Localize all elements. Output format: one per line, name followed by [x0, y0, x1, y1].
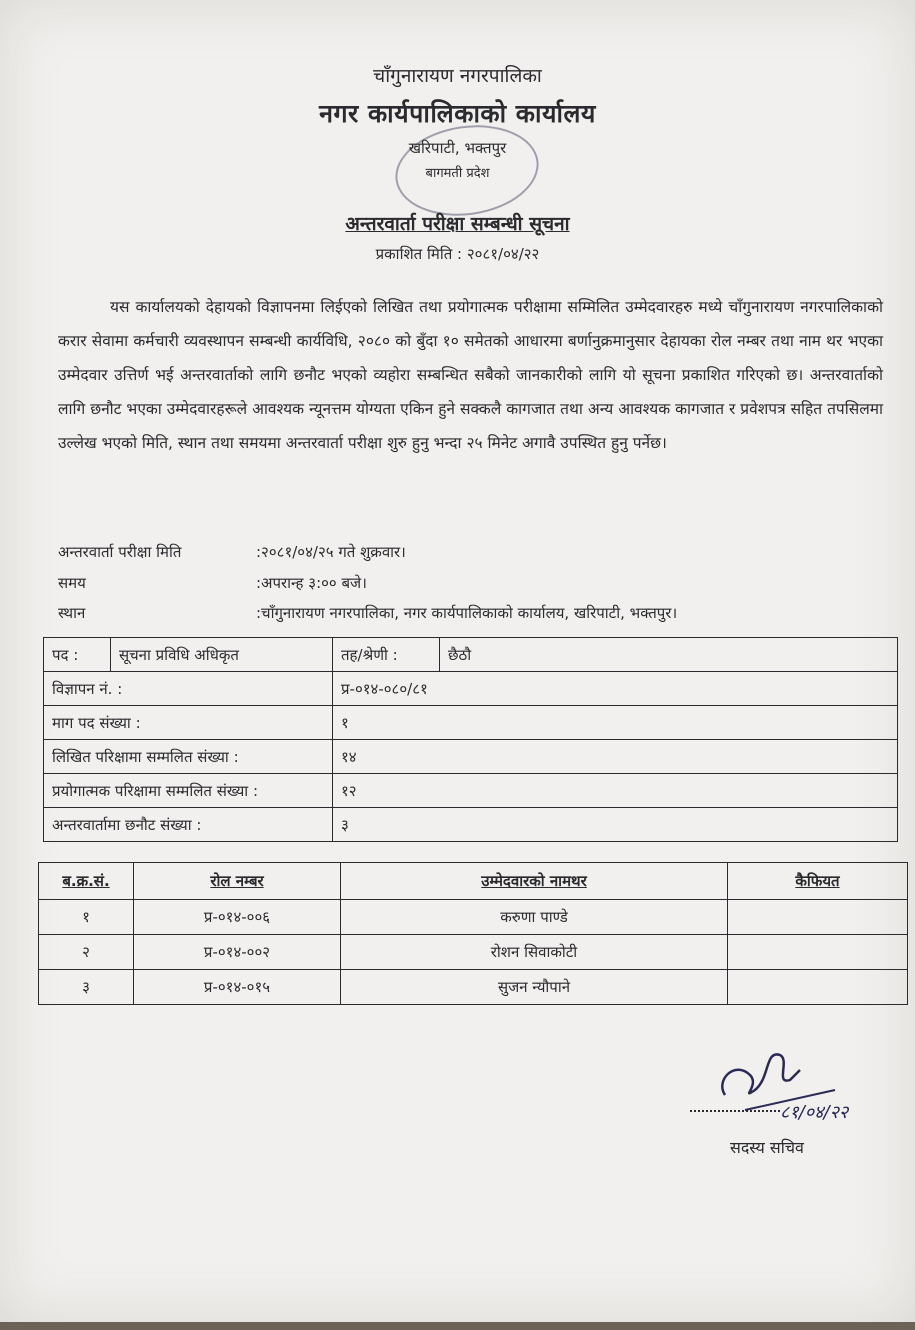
table-row	[39, 935, 908, 970]
cell-remarks	[728, 900, 908, 935]
table-row	[44, 808, 898, 842]
level-value: छैठौ	[440, 638, 898, 672]
cell-serial: १	[39, 900, 134, 935]
table-row	[44, 774, 898, 808]
table-row	[39, 900, 908, 935]
row-label: विज्ञापन नं. :	[44, 672, 333, 706]
table-row	[44, 672, 898, 706]
row-value: प्र-०१४-०८०/८१	[333, 672, 898, 706]
province-name: बागमती प्रदेश	[425, 166, 490, 181]
level-label: तह/श्रेणी :	[333, 638, 440, 672]
table-row	[44, 638, 898, 672]
row-label: माग पद संख्या :	[44, 706, 333, 740]
cell-roll: प्र-०१४-००२	[134, 935, 341, 970]
row-value: १४	[333, 740, 898, 774]
cell-remarks	[728, 935, 908, 970]
row-value: ३	[333, 808, 898, 842]
interview-time-label: समय	[58, 574, 86, 592]
table-row	[44, 706, 898, 740]
interview-venue-value: :चाँगुनारायण नगरपालिका, नगर कार्यपालिकाको कार्यालय, खरिपाटी, भक्तपुर।	[256, 604, 678, 622]
cell-serial: ३	[39, 970, 134, 1005]
notice-title: अन्तरवार्ता परीक्षा सम्बन्धी सूचना	[345, 213, 570, 235]
col-roll: रोल नम्बर	[134, 863, 341, 900]
municipality-name: चाँगुनारायण नगरपालिका	[373, 65, 542, 87]
signatory-title: सदस्य सचिव	[730, 1138, 804, 1157]
table-row	[44, 740, 898, 774]
table-header-row	[39, 863, 908, 900]
interview-time-value: :अपरान्ह ३:०० बजे।	[256, 574, 367, 592]
row-value: १२	[333, 774, 898, 808]
office-address: खरिपाटी, भक्तपुर	[408, 139, 507, 157]
cell-name: रोशन सिवाकोटी	[341, 935, 728, 970]
col-remarks: कैफियत	[728, 863, 908, 900]
row-label: प्रयोगात्मक परिक्षामा सम्मलित संख्या :	[44, 774, 333, 808]
post-details-table	[43, 637, 898, 842]
row-label: अन्तरवार्तामा छनौट संख्या :	[44, 808, 333, 842]
table-row	[39, 970, 908, 1005]
row-value: १	[333, 706, 898, 740]
cell-name: सुजन न्यौपाने	[341, 970, 728, 1005]
cell-remarks	[728, 970, 908, 1005]
signature-stroke	[722, 1054, 800, 1095]
signature-graphic	[695, 1040, 885, 1125]
col-name: उम्मेदवारको नामथर	[341, 863, 728, 900]
interview-date-value: :२०८१/०४/२५ गते शुक्रवार।	[256, 543, 406, 561]
office-name: नगर कार्यपालिकाको कार्यालय	[319, 99, 596, 128]
candidates-table	[38, 862, 908, 1005]
published-date: प्रकाशित मिति : २०८१/०४/२२	[375, 245, 540, 263]
signature-dotted-line	[690, 1110, 780, 1112]
post-label: पद :	[44, 638, 111, 672]
cell-name: करुणा पाण्डे	[341, 900, 728, 935]
cell-roll: प्र-०१४-०१५	[134, 970, 341, 1005]
interview-venue-label: स्थान	[58, 604, 86, 622]
col-serial: ब.क्र.सं.	[39, 863, 134, 900]
cell-roll: प्र-०१४-००६	[134, 900, 341, 935]
post-value: सूचना प्रविधि अधिकृत	[111, 638, 333, 672]
signature-date: ८१/०४/२२	[780, 1102, 849, 1123]
cell-serial: २	[39, 935, 134, 970]
row-label: लिखित परिक्षामा सम्मलित संख्या :	[44, 740, 333, 774]
notice-body: यस कार्यालयको देहायको विज्ञापनमा लिईएको लिखित तथा प्रयोगात्मक परीक्षामा सम्मिलित उम्मेदवारहरु मध्ये चाँगुनारायण नगरपालिकाको करार सेवामा कर्मचारी व्यवस्थापन सम्बन्धी कार्यविधि, २०८० को बुँदा १० समेतको आधारमा बर्णानुक्रमानुसार देहायका रोल नम्बर तथा नाम थर भएका उम्मेदवार उत्तिर्ण भई अन्तरवार्ताको लागि छनौट भएको व्यहोरा सम्बन्धित सबैको जानकारीको लागि यो सूचना प्रकाशित गरिएको छ। अन्तरवार्ताको लागि छनौट भएका उम्मेदवारहरूले आवश्यक न्यूनत्तम योग्यता एकिन हुने सक्कलै कागजात तथा अन्य आवश्यक कागजात र प्रवेशपत्र सहित तपसिलमा उल्लेख भएको मिति, स्थान तथा समयमा अन्तरवार्ता परीक्षा शुरु हुनु भन्दा २५ मिनेट अगावै उपस्थित हुनु पर्नेछ।	[58, 298, 883, 452]
interview-date-label: अन्तरवार्ता परीक्षा मिति	[58, 543, 182, 561]
